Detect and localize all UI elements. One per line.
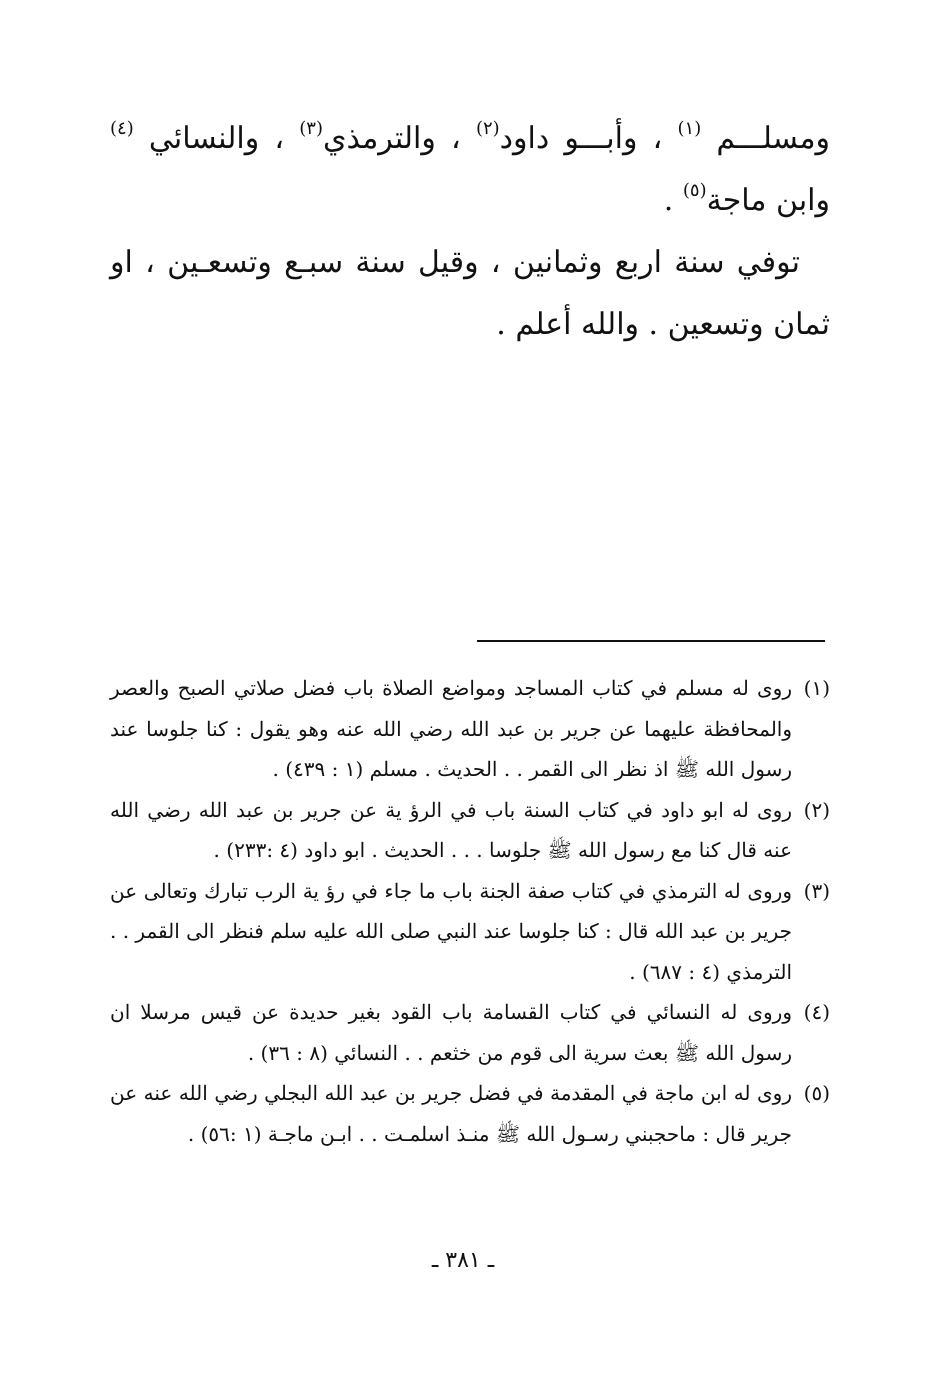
page-number: ـ ٣٨١ ـ [431, 1248, 495, 1273]
text-abu-dawud: ، وأبـــو داود [499, 121, 678, 156]
footnote-text: وروى له الترمذي في كتاب صفة الجنة باب ما جاء في رؤ ية الرب تبارك وتعالى عن جرير بن عبد الله قال : كنا جلوسا عند النبي صلى الله عليه سلم فنظر الى القمر . . الترمذي (٤ : ٦٨٧) . [110, 878, 792, 984]
footnote-2 [110, 790, 830, 871]
footnote-number: (١) [803, 676, 830, 700]
footnote-number: (٣) [803, 878, 830, 903]
text-nasai: ، والنسائي [133, 121, 300, 156]
footnote-text: وروى له النسائي في كتاب القسامة باب القود بغير حديدة عن قيس مرسلا ان رسول الله ﷺ بعث سرية الى قوم من خثعم . . النسائي (٨ : ٣٦) . [110, 1000, 792, 1065]
text-period: . [663, 183, 683, 218]
text-tirmidhi: ، والترمذي [323, 121, 476, 156]
body-paragraph-1 [110, 108, 830, 232]
footnote-ref-4: (٤) [110, 118, 134, 139]
footnote-5 [110, 1073, 830, 1154]
footnote-number: (٥) [803, 1081, 830, 1105]
footnote-number: (٢) [803, 797, 830, 822]
footnote-ref-2: (٢) [475, 118, 500, 139]
footnote-separator [477, 640, 825, 642]
footnote-text: روى له ابو داود في كتاب السنة باب في الرؤ ية عن جرير بن عبد الله رضي الله عنه قال كنا مع رسول الله ﷺ جلوسا . . . الحديث . ابو داود (٤ :٢٣٣) . [110, 797, 792, 862]
death-date-text: توفي سنة اربع وثمانين ، وقيل سنة سبـع وتسعـين ، او ثمان وتسعين . والله أعلم . [110, 245, 830, 342]
text-ibn-majah: وابن ماجة [706, 183, 830, 218]
body-paragraph-2 [110, 232, 830, 356]
footnote-number: (٤) [803, 1000, 830, 1024]
footnote-text: روى له ابن ماجة في المقدمة في فضل جرير بن عبد الله البجلي رضي الله عنه عن جرير قال : ماحجبني رسـول الله ﷺ منـذ اسلمـت . . ابـن ماجـة (١ :٥٦) . [110, 1081, 792, 1146]
footnote-1 [110, 668, 830, 790]
footnote-4 [110, 992, 830, 1073]
footnote-ref-5: (٥) [682, 180, 707, 201]
footnote-3 [110, 871, 830, 993]
footnote-ref-1: (١) [677, 118, 702, 139]
footnote-ref-3: (٣) [299, 118, 323, 139]
text-muslim: ومسلـــم [701, 121, 831, 156]
footnote-text: روى له مسلم في كتاب المساجد ومواضع الصلاة باب فضل صلاتي الصبح والعصر والمحافظة عليهما عن جرير بن عبد الله رضي الله عنه وهو يقول : كنا جلوسا عند رسول الله ﷺ اذ نظر الى القمر . . الحديث . مسلم (١ : ٤٣٩) . [110, 676, 792, 781]
footnotes [110, 668, 830, 1154]
